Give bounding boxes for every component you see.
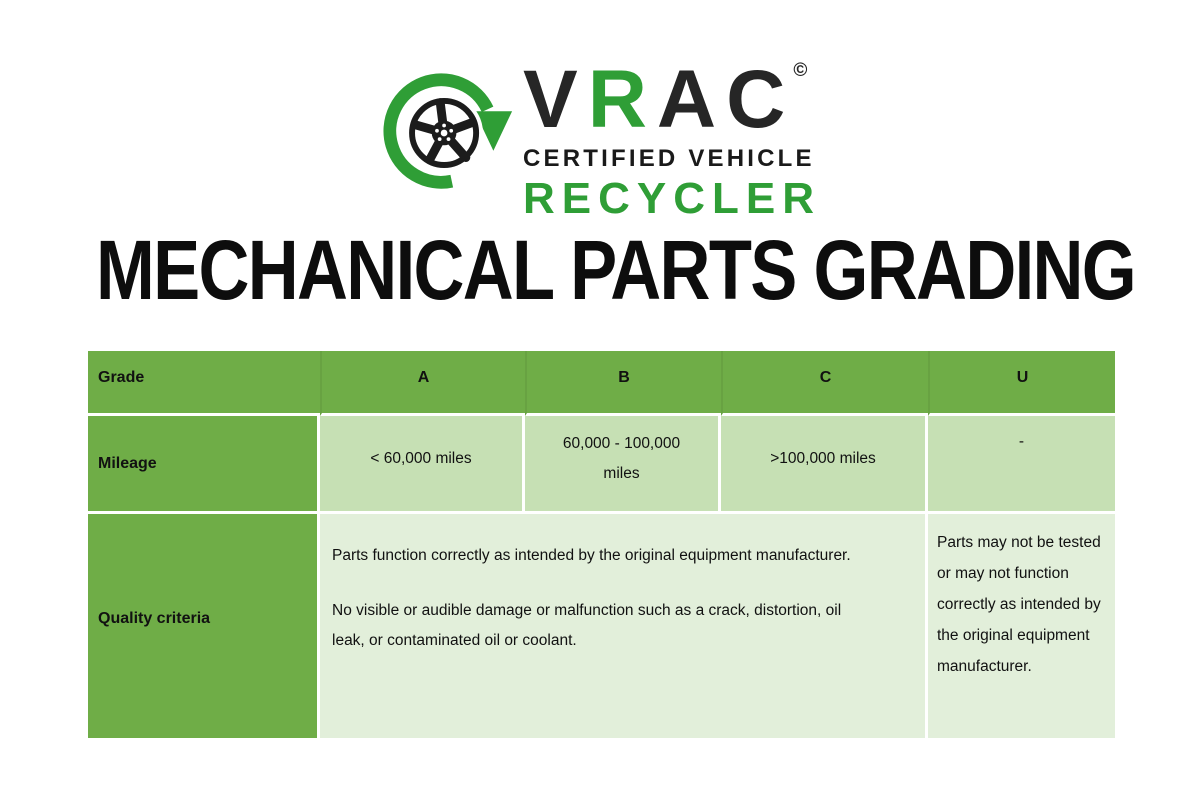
grading-table (88, 351, 1115, 738)
page-title: MECHANICAL PARTS GRADING (96, 223, 1136, 317)
mileage-grade-b-text: 60,000 - 100,000 miles (562, 434, 681, 482)
mileage-grade-a: < 60,000 miles (320, 416, 525, 514)
mileage-row-label: Mileage (88, 416, 320, 514)
header-cell-c: C (721, 351, 928, 416)
header-cell-b: B (525, 351, 721, 416)
tagline-recycler: RECYCLER (522, 174, 822, 223)
mileage-grade-c: >100,000 miles (721, 416, 928, 514)
brand-name (522, 54, 821, 145)
tagline-certified-vehicle: CERTIFIED VEHICLE (522, 145, 815, 172)
brand-letter-v: V (522, 54, 578, 145)
quality-grades-abc (320, 514, 928, 738)
header-cell-u: U (928, 351, 1115, 416)
header-cell-a: A (320, 351, 525, 416)
recycle-wheel-icon (379, 62, 521, 200)
brand-letter-a: A (656, 54, 717, 145)
vrac-logo (0, 54, 1200, 223)
quality-abc-paragraph-1: Parts function correctly as intended by the original equipment manufacturer. (332, 547, 851, 564)
quality-grade-u (928, 514, 1115, 738)
quality-abc-paragraph-2: No visible or audible damage or malfunction such as a crack, distortion, oil leak, or contaminated oil or coolant. (332, 602, 842, 649)
quality-row-label: Quality criteria (88, 514, 320, 738)
logo-wordmark (522, 54, 822, 224)
brand-letter-c: C (726, 54, 786, 145)
wheel-icon (409, 97, 480, 168)
mileage-grade-b (525, 416, 721, 514)
quality-grade-u-text: Parts may not be tested or may not function correctly as intended by the original equipment manufacturer. (937, 534, 1101, 675)
header-cell-grade: Grade (88, 351, 320, 416)
mileage-grade-u: - (928, 416, 1115, 514)
brand-letter-r: R (587, 54, 647, 145)
copyright-icon: © (793, 60, 808, 81)
